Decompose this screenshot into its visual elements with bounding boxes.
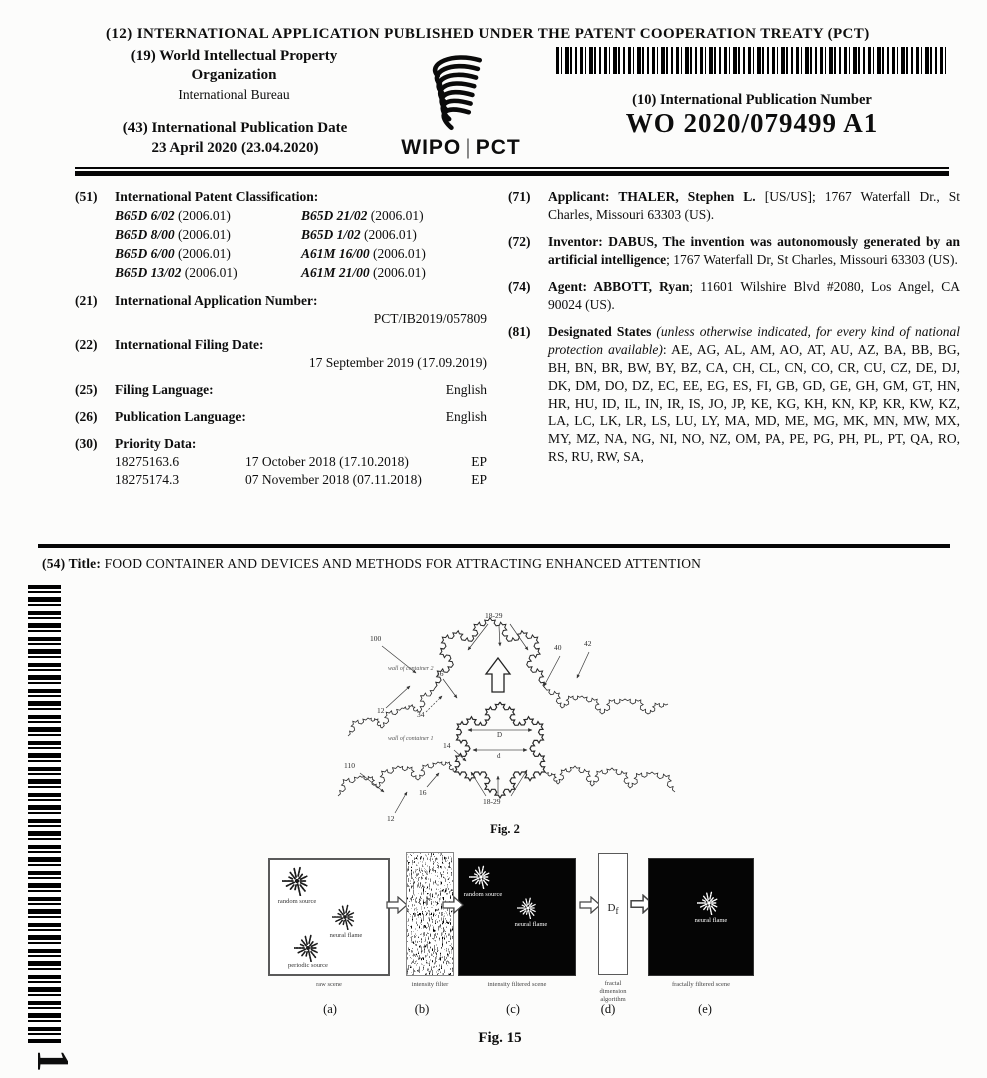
panel-d-id: (d) — [600, 1002, 616, 1016]
priority-data-entry: (30) Priority Data: 18275163.6 17 October 2018 (17.10.2018) EP 18275174.3 07 November 2018 (07.11.2018) EP — [75, 436, 487, 488]
flow-arrow-icon — [442, 896, 464, 914]
neural-flame-burst-icon — [517, 897, 539, 921]
priority-number: 18275163.6 — [115, 454, 180, 470]
priority-label: Priority Data: — [115, 436, 197, 452]
ref-numeral-16-bottom: 16 — [419, 788, 427, 797]
pub-date-label: (43) International Publication Date — [122, 120, 348, 136]
org-line1: World Intellectual Property — [159, 48, 338, 64]
intensity-filter-box — [406, 852, 454, 976]
ref-numeral-18-29-top: 18-29 — [485, 611, 503, 620]
ref-numeral-100: 100 — [370, 634, 382, 643]
wall-of-container-1-note: wall of container 1 — [388, 736, 434, 742]
panel-e-id: (e) — [698, 1002, 712, 1016]
agent-entry: (74) Agent: ABBOTT, Ryan; 11601 Wilshire Blvd #2080, Los Angel, CA 90024 (US). — [508, 278, 960, 312]
figure-2 — [330, 600, 680, 850]
agent-name: ABBOTT, Ryan — [593, 278, 690, 294]
raw-scene-box — [268, 858, 390, 976]
random-source-burst-icon — [469, 865, 493, 891]
random-source-label: random source — [463, 891, 503, 898]
neural-flame-burst-icon — [697, 891, 721, 917]
ref-numeral-34: 34 — [417, 710, 425, 719]
intensity-filtered-scene-box — [458, 858, 576, 976]
applicant-entry: (71) Applicant: THALER, Stephen L. [US/US]; 1767 Waterfall Dr., St Charles, Missouri 63303 (US). — [508, 189, 961, 222]
pub-number: WO 2020/079499 A1 — [625, 108, 879, 138]
ipc-code: A61M 16/00 (2006.01) — [301, 246, 426, 262]
ref-numeral-14: 14 — [443, 741, 451, 750]
filing-language-value: English — [445, 382, 487, 398]
pub-date: 23 April 2020 (23.04.2020) — [151, 139, 319, 156]
publication-language-label: Publication Language: — [115, 409, 246, 425]
pub-number-label: (10) International Publication Number — [632, 92, 872, 108]
filing-date-value: 17 September 2019 (17.09.2019) — [308, 355, 487, 371]
publication-language-entry: (26) Publication Language: English — [75, 409, 487, 425]
ipc-code: B65D 8/00 (2006.01) — [115, 227, 231, 243]
filing-language-entry: (25) Filing Language: English — [75, 382, 487, 398]
agent-address: ; 11601 Wilshire Blvd #2080, Los Angel, CA 90024 (US). — [548, 278, 960, 312]
side-barcode-icon — [28, 585, 61, 1043]
flow-arrow-icon — [386, 896, 408, 914]
priority-office: EP — [471, 472, 487, 488]
inventor-name: DABUS, The invention was autonomously generated by an artificial intelligence — [548, 233, 960, 267]
designated-states-list: : AE, AG, AL, AM, AO, AT, AU, AZ, BA, BB, BG, BH, BN, BR, BW, BY, BZ, CA, CH, CL, CN, CO, CR, CU, CZ, DE, DJ, DK, DM, DO, DZ, EC, EE, EG, ES, FI, GB, GD, GE, GH, GM, GT, HN, HR, HU, ID, IL, IN, IR, IS, JO, JP, KE, KG, KH, KN, KP, KR, KW, KZ, LA, LC, LK, LR, LS, LU, LY, MA, MD, ME, MG, MK, MN, MW, MX, MY, MZ, NA, NG, NI, NO, NZ, OM, PA, PE, PG, PH, PL, PT, QA, RO, RS, RU, RW, SA, — [548, 341, 960, 465]
neural-flame-label: neural flame — [329, 932, 363, 939]
application-number-label: International Application Number: — [115, 292, 318, 308]
panel-d-caption: fractal dimension algorithm — [599, 980, 627, 1003]
panel-a-caption: raw scene — [316, 981, 342, 988]
applicant-address: [US/US]; 1767 Waterfall Dr., St Charles, Missouri 63303 (US). — [548, 189, 961, 222]
neural-flame-label: neural flame — [694, 917, 728, 924]
wordmark-divider: | — [465, 136, 472, 159]
inventor-address: ; 1767 Waterfall Dr, St Charles, Missouri 63303 (US). — [666, 251, 958, 267]
periodic-source-burst-icon — [294, 934, 322, 964]
ipc-code: B65D 13/02 (2006.01) — [115, 265, 238, 281]
priority-date: 07 November 2018 (07.11.2018) — [245, 472, 422, 488]
ipc-code: A61M 21/00 (2006.01) — [301, 265, 426, 281]
panel-c-caption: intensity filtered scene — [487, 981, 547, 988]
agent-label: Agent: — [548, 278, 594, 294]
ref-numeral-12-bottom: 12 — [387, 814, 395, 823]
random-source-burst-icon — [282, 866, 312, 898]
ipc-code: B65D 21/02 (2006.01) — [301, 207, 424, 223]
biblio-right-column — [508, 188, 960, 475]
ref-numeral-42: 42 — [584, 639, 592, 648]
pct-published-line: (12) INTERNATIONAL APPLICATION PUBLISHED UNDER THE PATENT COOPERATION TREATY (PCT) — [106, 26, 870, 42]
fractal-container-drawing — [330, 600, 680, 850]
fig15-panel-e — [648, 858, 754, 989]
fractal-dimension-box — [598, 853, 628, 975]
ipc-num: (51) — [75, 189, 98, 204]
org-num: (19) — [130, 48, 156, 64]
invention-title: FOOD CONTAINER AND DEVICES AND METHODS FOR ATTRACTING ENHANCED ATTENTION — [101, 556, 702, 571]
title-line — [42, 556, 952, 572]
applicant-name: THALER, Stephen L. — [618, 189, 756, 204]
wipo-org-block — [100, 47, 368, 103]
filing-language-label: Filing Language: — [115, 382, 214, 398]
figure-15-caption: Fig. 15 — [478, 1030, 522, 1046]
dimension-d-label: d — [497, 752, 501, 760]
designated-states-label: Designated States — [548, 323, 652, 339]
header-divider-rule — [75, 167, 949, 176]
international-bureau: International Bureau — [178, 86, 290, 102]
ref-numeral-16-top: 16 — [436, 669, 444, 678]
application-number-entry: (21) International Application Number: PCT/IB2019/057809 — [75, 292, 487, 326]
panel-a-id: (a) — [323, 1002, 337, 1016]
publication-barcode-icon — [556, 47, 948, 74]
wipo-wordmark: WIPO — [401, 136, 462, 159]
inventor-label: Inventor: — [548, 233, 609, 249]
biblio-left-column — [75, 188, 487, 498]
priority-row — [115, 471, 487, 489]
fig15-panel-b — [406, 852, 454, 989]
up-arrow-icon — [486, 658, 510, 692]
periodic-source-label: periodic source — [288, 962, 328, 969]
title-divider-rule — [38, 544, 950, 548]
publication-language-value: English — [445, 409, 487, 425]
ref-numeral-110: 110 — [344, 761, 355, 770]
neural-flame-label: neural flame — [514, 921, 548, 928]
dimension-D-label: D — [497, 731, 503, 739]
rotated-page-mark: 1 — [28, 1049, 79, 1072]
application-number-value: PCT/IB2019/057809 — [373, 310, 487, 326]
priority-date: 17 October 2018 (17.10.2018) — [245, 454, 409, 470]
publication-date-block — [92, 119, 378, 158]
panel-b-caption: intensity filter — [411, 981, 449, 988]
wipo-pct-wordmark — [396, 136, 526, 160]
designated-states-note: (unless otherwise indicated, for every kind of national protection available) — [548, 323, 961, 357]
wipo-logo-icon — [408, 52, 504, 136]
ipc-code: B65D 6/02 (2006.01) — [115, 207, 231, 223]
ipc-code: B65D 1/02 (2006.01) — [301, 227, 417, 243]
panel-e-caption: fractally filtered scene — [671, 981, 731, 988]
ipc-code: B65D 6/00 (2006.01) — [115, 246, 231, 262]
title-label: (54) Title: — [42, 556, 102, 571]
fig15-panel-c — [458, 858, 576, 989]
fig15-panel-a — [268, 858, 390, 989]
ref-numeral-12-top: 12 — [377, 706, 385, 715]
neural-flame-burst-icon — [332, 904, 358, 932]
filing-date-label: International Filing Date: — [115, 337, 264, 353]
panel-b-id: (b) — [414, 1002, 430, 1016]
org-line2: Organization — [191, 66, 277, 83]
ref-numeral-18-29-bottom: 18-29 — [483, 797, 501, 806]
random-source-label: random source — [277, 898, 317, 905]
priority-office: EP — [471, 454, 487, 470]
fractal-dimension-symbol: $D_f$ — [607, 902, 619, 917]
inventor-entry: (72) Inventor: DABUS, The invention was autonomously generated by an artificial intelligence; 1767 Waterfall Dr, St Charles, Missouri 63303 (US). — [508, 233, 960, 267]
ipc-entry — [75, 188, 487, 283]
priority-number: 18275174.3 — [115, 472, 180, 488]
figure-2-caption: Fig. 2 — [490, 822, 520, 836]
ipc-label: International Patent Classification: — [115, 189, 319, 204]
panel-c-id: (c) — [506, 1002, 520, 1016]
priority-row — [115, 453, 487, 471]
wall-of-container-2-note: wall of container 2 — [388, 666, 434, 672]
fig15-panel-d — [598, 853, 628, 1003]
pct-wordmark: PCT — [475, 136, 521, 159]
fractally-filtered-scene-box — [648, 858, 754, 976]
ref-numeral-40: 40 — [554, 643, 562, 652]
ipc-code-grid — [115, 206, 487, 283]
applicant-label: Applicant: — [548, 189, 619, 204]
filing-date-entry: (22) International Filing Date: 17 September 2019 (17.09.2019) — [75, 337, 487, 371]
designated-states-entry: (81) Designated States (unless otherwise indicated, for every kind of national protection available): AE, AG, AL, AM, AO, AT, AU, AZ, BA, BB, BG, BH, BN, BR, BW, BY, BZ, CA, CH, CL, CN, CO, CR, CU, CZ, DE, DJ, DK, DM, DO, DZ, EC, EE, EG, ES, FI, GB, GD, GE, GH, GM, GT, HN, HR, HU, ID, IL, IN, IR, IS, JO, JP, KE, KG, KH, KN, KP, KR, KW, KZ, LA, LC, LK, LR, LS, LU, LY, MA, MD, ME, MG, MK, MN, MW, MX, MY, MZ, NA, NG, NI, NO, NZ, OM, PA, PE, PG, PH, PL, PT, QA, RO, RS, RU, RW, SA, — [508, 323, 961, 465]
